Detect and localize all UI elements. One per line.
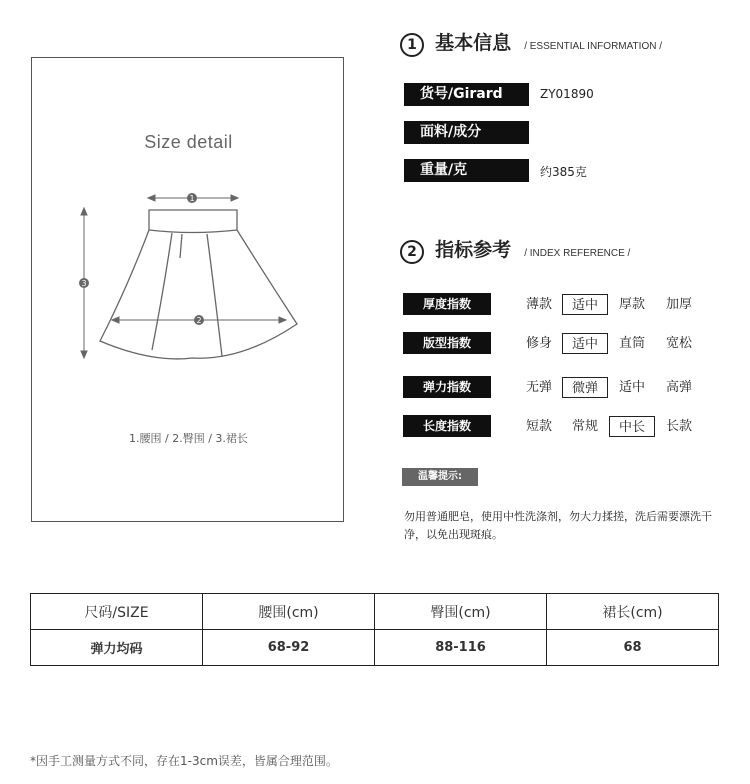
section-number-1: 1 [400,33,424,57]
index-option-selected: 适中 [562,294,608,315]
index-option: 高弹 [665,380,692,395]
marker-3: 3 [81,279,87,288]
basic-info-subtitle: / ESSENTIAL INFORMATION / [524,41,662,52]
index-option-selected: 适中 [562,333,608,354]
index-option: 适中 [618,380,645,395]
basic-info-title: 基本信息 [435,32,512,54]
table-header-cell: 尺码/SIZE [31,594,203,630]
article-number-value: ZY01890 [540,87,594,101]
index-option: 修身 [525,336,552,351]
weight-value: 约385克 [540,165,587,179]
index-reference-subtitle: / INDEX REFERENCE / [524,248,631,259]
index-reference-title: 指标参考 [435,239,512,261]
tag-material: 面料/成分 [404,121,529,144]
marker-1: 1 [189,194,195,203]
table-cell: 88-116 [375,630,547,666]
index-label: 厚度指数 [403,293,491,315]
basic-info-header [400,28,662,57]
index-label: 长度指数 [403,415,491,437]
table-header-cell: 裙长(cm) [547,594,719,630]
table-header-row [31,594,719,630]
index-option: 宽松 [665,336,692,351]
index-option: 薄款 [525,297,552,312]
marker-2: 2 [196,316,202,325]
index-reference-header [400,235,630,264]
section-number-2: 2 [400,240,424,264]
index-option: 直筒 [618,336,645,351]
skirt-waistband [149,210,237,233]
index-label: 版型指数 [403,332,491,354]
size-table [30,593,719,666]
index-option: 常规 [571,419,598,434]
table-header-cell: 腰围(cm) [203,594,375,630]
tips-label: 温馨提示: [402,468,478,486]
size-legend: 1.腰围 / 2.臀围 / 3.裙长 [129,432,248,445]
table-cell: 68-92 [203,630,375,666]
index-label: 弹力指数 [403,376,491,398]
skirt-body [100,230,297,359]
table-cell: 弹力均码 [31,630,203,666]
index-option: 加厚 [665,297,692,312]
index-option-selected: 中长 [609,416,655,437]
size-detail-title: Size detail [144,132,233,152]
table-cell: 68 [547,630,719,666]
table-header-cell: 臀围(cm) [375,594,547,630]
table-row [31,630,719,666]
index-option: 短款 [525,419,552,434]
tag-weight: 重量/克 [404,159,529,182]
footnote: *因手工测量方式不同，存在1-3cm误差，皆属合理范围。 [30,754,338,768]
skirt-diagram [32,58,345,523]
tips-text: 勿用普通肥皂，使用中性洗涤剂，勿大力揉搓，洗后需要漂洗干净，以免出现斑痕。 [404,510,712,541]
size-detail-panel [31,57,344,522]
index-option: 无弹 [525,380,552,395]
index-option: 长款 [665,419,692,434]
tag-article-number: 货号/Girard [404,83,529,106]
index-option-selected: 微弹 [562,377,608,398]
index-option: 厚款 [618,297,645,312]
